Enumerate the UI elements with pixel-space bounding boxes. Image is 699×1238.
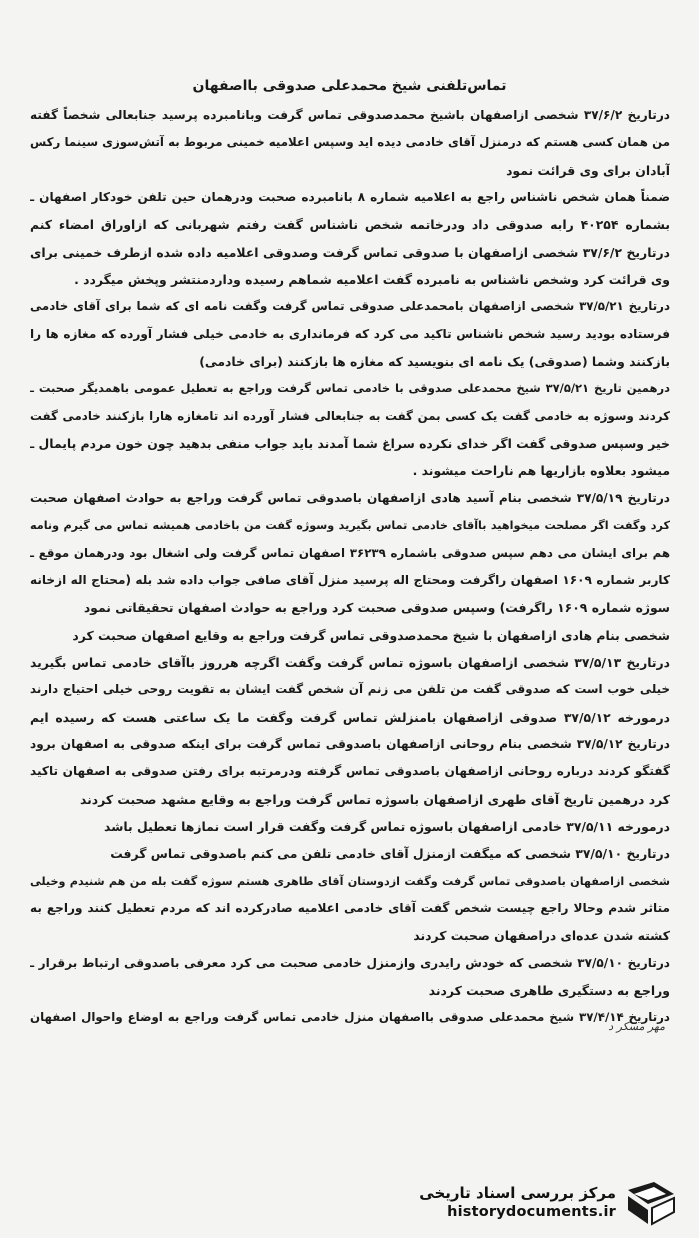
document-line: درتاریخ ۳۷/۶/۲ شخصی ازاصفهان باشیخ محمدصدوقی تماس گرفت وبانامبرده پرسید جنابعالی شخصاً گفته [30, 108, 670, 122]
document-line: من همان کسی هستم که درمنزل آقای خادمی دیده اید وسپس اعلامیه خمینی مربوط به آتش‌سوزی سینما رکس [30, 135, 670, 150]
document-line: خیر وسپس صدوقی گفت اگر خدای نکرده سراغ شما آمدند باید جواب منفی بدهید چون خون مردم پایمال ـ [30, 436, 670, 452]
document-line: درتاریخ ۳۷/۶/۲ شخصی ازاصفهان با صدوقی تماس گرفت وصدوقی اعلامیه داده شده ازطرف خمینی برای [30, 244, 670, 260]
document-line: بازکنند وشما (صدوقی) یک نامه ای بنویسید که مغازه ها بازکنند (برای خادمی) [199, 354, 670, 370]
document-line: گفتگو کردند درباره روحانی ازاصفهان باصدوقی تماس گرفته ودرمرتبه برای رفتن صدوقی به اصفهان تاکید [30, 764, 670, 779]
document-line: شخصی بنام هادی ازاصفهان با شیخ محمدصدوقی تماس گرفت وراجع به وقایع اصفهان صحبت کرد [72, 627, 670, 643]
document-line: ضمناً همان شخص ناشناس راجع به اعلامیه شماره ۸ بانامبرده صحبت ودرهمان حین تلفن خودکار اصفهان ـ [30, 190, 670, 205]
document-line: کردند وسوژه به خادمی گفت یک کسی بمن گفت به جنابعالی فشار آورده اند تامغازه هارا بازکنند خادمی گفت [30, 408, 670, 423]
document-title: تماس‌تلفنی شیخ محمدعلی صدوقی بااصفهان [192, 78, 507, 94]
document-line: وراجع به دستگیری طاهری صحبت کردند [428, 983, 670, 998]
document-line: سوژه شماره ۱۶۰۹ راگرفت) وسپس صدوقی صحبت کرد وراجع به حوادث اصفهان تحقیقاتی نمود [83, 600, 670, 616]
document-line: کرد وگفت اگر مصلحت میخواهید باآقای خادمی تماس بگیرید وسوژه گفت من باخادمی همیشه تماس می گیرم ونامه [30, 519, 670, 533]
document-line: درتاریخ ۳۷/۵/۲۱ شخصی ازاصفهان بامحمدعلی صدوقی تماس گرفت وگفت نامه ای که شما برای آقای خادمی [30, 299, 670, 314]
watermark-text [419, 1184, 616, 1220]
document-line: درتاریخ ۳۷/۵/۱۰ شخصی که میگفت ازمنزل آقای خادمی تلفن می کنم باصدوقی تماس گرفت [110, 846, 670, 862]
document-line: درمورخه ۳۷/۵/۱۱ خادمی ازاصفهان باسوژه تماس گرفت وگفت قرار است نمازها تعطیل باشد [104, 818, 670, 834]
document-line: درتاریخ ۳۷/۴/۱۴ شیخ محمدعلی صدوقی بااصفهان منزل خادمی تماس گرفت وراجع به اوضاع واحوال اصفهان [30, 1010, 670, 1025]
document-line: هم برای ایشان می دهم سپس صدوقی باشماره ۳۶۲۳۹ اصفهان تماس گرفت ولی اشغال بود ودرهمان موقع ـ [30, 545, 670, 560]
document-line: درتاریخ ۳۷/۵/۱۰ شخصی که خودش رایدری وازمنزل خادمی صحبت می کرد معرفی باصدوقی ارتباط برقرار ـ [30, 955, 670, 970]
document-line: خیلی خوب است که صدوقی گفت من تلفن می زنم آن شخص گفت ایشان به تقویت روحی خیلی احتیاج دارند [30, 682, 670, 697]
handwritten-signature: مهر مسکر د [608, 1020, 665, 1033]
document-line: درتاریخ ۳۷/۵/۱۹ شخصی بنام آسید هادی ازاصفهان باصدوقی تماس گرفت وراجع به حوادث اصفهان صحبت [30, 490, 670, 505]
document-line: کشته شدن عده‌ای دراصفهان صحبت کردند [413, 928, 670, 944]
watermark-footer [414, 1172, 684, 1232]
document-line: وی قرائت کرد وشخص ناشناس به نامبرده گفت اعلامیه شماهم رسیده وداردمنتشر وپخش میگردد . [74, 272, 670, 288]
site-url[interactable]: historydocuments.ir [447, 1204, 616, 1220]
document-line: درمورخه ۳۷/۵/۱۲ صدوقی ازاصفهان بامنزلش تماس گرفت وگفت ما یک ساعتی هست که رسیده ایم [30, 709, 670, 725]
document-line: درتاریخ ۳۷/۵/۱۲ شخصی بنام روحانی ازاصفهان باصدوقی تماس گرفت برای اینکه صدوقی به اصفهان برود [30, 736, 670, 751]
org-name: مرکز بررسی اسناد تاریخی [419, 1184, 616, 1202]
document-body [30, 102, 670, 1032]
document-line: درهمین تاریخ ۳۷/۵/۲۱ شیخ محمدعلی صدوقی با خادمی تماس گرفت وراجع به تعطیل عمومی باهمدیگر صحبت ـ [30, 381, 670, 396]
document-line: میشود بعلاوه بازاریها هم ناراحت میشوند . [412, 463, 670, 479]
document-line: درتاریخ ۳۷/۵/۱۳ شخصی ازاصفهان باسوژه تماس گرفت وگفت اگرچه هرروز باآقای خادمی تماس بگیرید [30, 654, 670, 670]
document-line: کاربر شماره ۱۶۰۹ اصفهان راگرفت ومحتاج اله پرسید منزل آقای صافی جواب داده شد بله (محتاج اله ازخانه [30, 572, 670, 587]
document-stack-logo-icon [624, 1180, 678, 1226]
document-line: آبادان برای وی قرائت نمود [506, 162, 670, 178]
document-line: شخصی ازاصفهان باصدوقی تماس گرفت وگفت ازدوستان آقای طاهری هستم سوژه گفت بله من هم شنیدم وخیلی [30, 874, 670, 888]
document-line: متاثر شدم وحالا راجع چیست شخص گفت آقای خادمی اعلامیه صادرکرده اند که مردم تعطیل کنند وراجع به [30, 900, 670, 915]
document-line: بشماره ۴۰۲۵۴ رابه صدوقی داد ودرخاتمه شخص ناشناس گفت رفتم شهربانی که ازاوراق امضاء کنم [30, 217, 670, 233]
document-line: فرستاده بودید رسید شخص ناشناس تاکید می کرد که فرمانداری به خادمی خیلی فشار آورده که مغازه ها را [30, 326, 670, 341]
document-line: کرد درهمین تاریخ آقای طهری ازاصفهان باسوژه تماس گرفت وراجع به وقایع مشهد صحبت کردند [79, 791, 670, 807]
